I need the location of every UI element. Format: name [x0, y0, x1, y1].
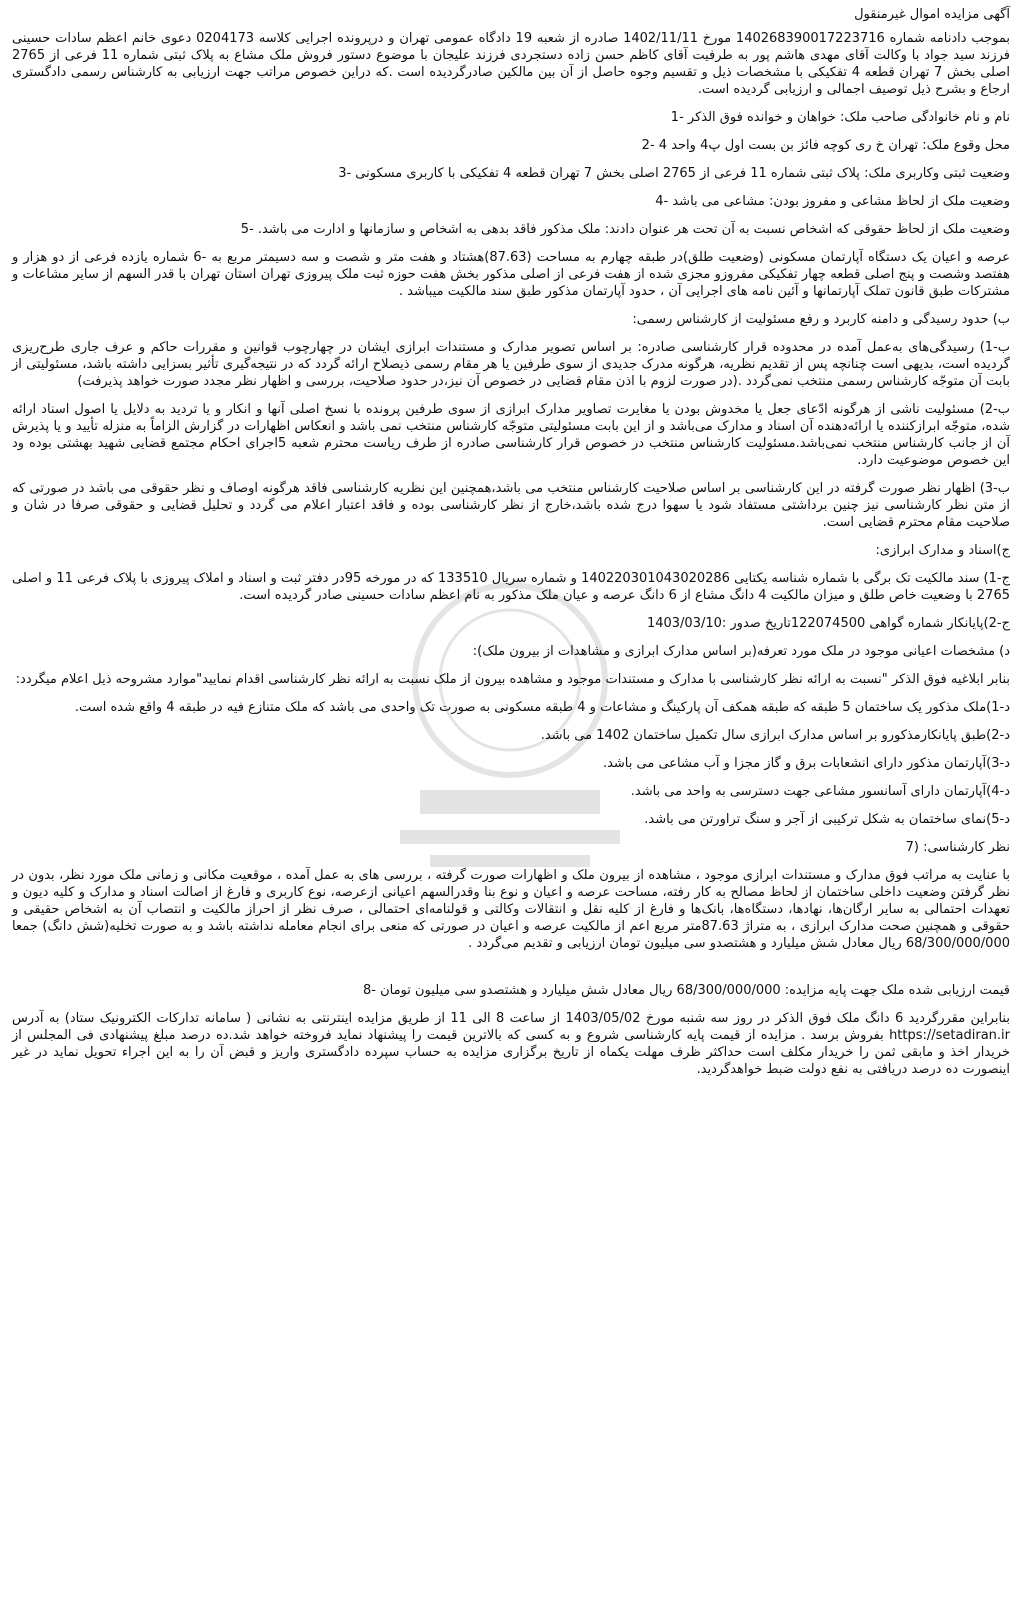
joint-ownership-item: وضعیت ملک از لحاظ مشاعی و مفروز بودن: مشاعی می باشد -4 [655, 194, 1010, 209]
section-b2-paragraph: ب-2) مسئولیت ناشی از هرگونه ادّعای جعل یا مخدوش بودن یا مغایرت تصاویر مدارک ابرازی از سوی طرفین پرونده با نسخ اصلی آنها و انکار و یا تردید به دلایل یا اصول اسناد ارائه شده، متوجّه ابرازکننده یا ارائه‌دهنده آن اسناد و مدارک می‌باشد و از این بابت مسئولیتی متوجّه کارشناس منتخب نمی باشد و انعکاس اظهارات در گزارش الزاماً به منزله تأیید و یا پذیرش آن از جانب کارشناس منتخب نمی‌باشد.مسئولیت کارشناس منتخب در خصوص قرار کارشناسی صادره از طرف ریاست محترم شعبه 5اجرای احکام مجتمع قضایی شهید بهشتی بوده ود این خصوص موضوعیت دارد. [12, 402, 1010, 468]
section-d1-paragraph: د-1)ملک مذکور یک ساختمان 5 طبقه که طبقه همکف آن پارکینگ و مشاعات و 4 طبقه مسکونی به صورت تک واحدی می باشد که ملک متنازع فیه در طبقه 4 واقع شده است. [74, 700, 1010, 715]
property-location-item: محل وقوع ملک: تهران خ ری کوچه فائز بن بست اول پ4 واحد 4 -2 [641, 138, 1010, 153]
section-d4-paragraph: د-4)آپارتمان دارای آسانسور مشاعی جهت دسترسی به واحد می باشد. [630, 784, 1010, 799]
section-b-heading: ب) حدود رسیدگی و دامنه کاربرد و رفع مسئولیت از کارشناس رسمی: [632, 312, 1010, 327]
section-d-intro: بنابر ابلاغیه فوق الذکر "نسبت به ارائه نظر کارشناسی با مدارک و مستندات موجود و مشاهده بیرون از ملک نسبت به ارائه نظر کارشناسی اقدام نمایید"موارد مشروحه ذیل اعلام میگردد: [15, 672, 1010, 687]
notice-document [12, 6, 1010, 1089]
registration-status-item: وضعیت ثبتی وکاربری ملک: پلاک ثبتی شماره 11 فرعی از 2765 اصلی بخش 7 تهران قطعه 4 تفکیکی با کاربری مسکونی -3 [338, 166, 1010, 181]
expert-opinion-heading: نظر کارشناسی: (7 [905, 840, 1010, 855]
section-d5-paragraph: د-5)نمای ساختمان به شکل ترکیبی از آجر و سنگ تراورتن می باشد. [644, 812, 1010, 827]
intro-paragraph: بموجب دادنامه شماره 140268390017223716 مورخ 1402/11/11 صادره از شعبه 19 دادگاه عمومی تهران و درپرونده اجرایی کلاسه 0204173 دعوی خانم اعظم سادات حسینی فرزند سید جواد با وکالت آقای مهدی هاشم پور به طرفیت آقای کاظم حسن زاده دستجردی فرزند علیجان با موضوع دستور فروش ملک مشاع به پلاک ثبتی شماره 11 فرعی از 2765 اصلی بخش 7 تهران قطعه 4 تفکیکی با مشخصات ذیل و تقسیم وجوه حاصل از آن بین مالکین صادرگردیده است .که دراین خصوص مراتب جهت ارزیابی به کارشناس رسمی دادگستری ارجاع و بشرح ذیل توصیف اجمالی و ارزیابی گردیده است. [12, 31, 1010, 97]
section-d2-paragraph: د-2)طبق پایانکارمذکورو بر اساس مدارک ابرازی سال تکمیل ساختمان 1402 می باشد. [540, 728, 1010, 743]
section-c1-paragraph: ج-1) سند مالکیت تک برگی با شماره شناسه یکتایی 140220301043020286 و شماره سریال 133510 که در مورخه 95در دفتر ثبت و اسناد و املاک پیروزی با پلاک فرعی 11 و اصلی 2765 با وضعیت خاص طلق و میزان مالکیت 4 دانگ مشاع از 6 دانگ عرصه و عیان ملک مذکور به نام اعظم سادات حسینی صادر گردیده است. [12, 571, 1010, 603]
section-c-heading: ج)اسناد و مدارک ابرازی: [875, 543, 1010, 558]
legal-status-item: وضعیت ملک از لحاظ حقوقی که اشخاص نسبت به آن تحت هر عنوان دادند: ملک مذکور فاقد بدهی به اشخاص و سازمانها و ادارت می باشد. -5 [240, 222, 1010, 237]
expert-opinion-paragraph: با عنایت به مراتب فوق مدارک و مستندات ابرازی موجود ، مشاهده از بیرون ملک و اظهارات صورت گرفته ، بررسی های به عمل آمده ، موقعیت مکانی و زمانی ملک مورد نظر، بدون در نظر گرفتن وضعیت داخلی ساختمان از لحاظ مصالح به کار رفته، مساحت عرصه و اعیان و نوع بنا وقدرالسهم اعیانی ازعرصه، نوع کاربری و فارغ از اصالت اسناد و مدارک و کلیه دیون و تعهدات احتمالی به سایر ارگان‌ها، نهادها، دستگاه‌ها، بانک‌ها و فارغ از کلیه نقل و انتقالات وکالتی و قولنامه‌ای احتمالی ، صرف نظر از احراز مالکیت و انتصاب آن به اشخاص حقیقی و حقوقی و همچنین صحت مدارک ابرازی ، به متراژ 87.63متر مربع اعم از مالکیت عرصه و اعیان در صورتی که منعی برای انجام معامله نداشته باشد و به صورت تخلیه(شش دانگ) جمعا 68/300/000/000 ریال معادل شش میلیارد و هشتصدو سی میلیون تومان ارزیابی و تقدیم می‌گردد . [12, 868, 1010, 951]
owner-name-item: نام و نام خانوادگی صاحب ملک: خواهان و خوانده فوق الذکر -1 [670, 110, 1010, 125]
auction-terms-paragraph: بنابراین مقررگردید 6 دانگ ملک فوق الذکر در روز سه شنبه مورخ 1403/05/02 از ساعت 8 الی 11 از طریق مزایده اینترنتی به نشانی ( سامانه تدارکات الکترونیک ستاد) به آدرس https://setadiran.ir بفروش برسد . مزایده از قیمت پایه کارشناسی شروع و به کسی که بالاترین قیمت را پیشنهاد نماید فروخته خواهد شد.ده درصد مبلغ پیشنهادی فی المجلس از خریدار اخذ و مابقی ثمن را خریدار مکلف است حداکثر ظرف مهلت یکماه از تاریخ برگزاری مزایده به حساب سپرده دادگستری واریز و قبض آن را به این اجراء تحویل نماید در غیر اینصورت ده درصد دریافتی به نفع دولت ضبط خواهدگردید. [12, 1011, 1010, 1077]
notice-title: آگهی مزایده اموال غیرمنقول [854, 7, 1010, 22]
section-d-heading: د) مشخصات اعیانی موجود در ملک مورد تعرفه(بر اساس مدارک ابرازی و مشاهدات از بیرون ملک): [472, 644, 1010, 659]
section-b3-paragraph: ب-3) اظهار نظر صورت گرفته در این کارشناسی بر اساس صلاحیت کارشناس منتخب می باشد،همچنین این نظریه کارشناسی فاقد هرگونه اوصاف و نظر حقوقی می باشد در صورتی که از متن نظر کارشناسی نیز چنین برداشتی مستفاد شود یا سهوا درج شده باشد،خارج از نظر کارشناسی بوده و فاقد اعتبار اعلام می گردد و تحلیل قضایی و حقوقی صرفا در شان و صلاحیت مقام محترم قضایی است. [12, 481, 1010, 530]
section-c2-paragraph: ج-2)پایانکار شماره گواهی 122074500تاریخ صدور :1403/03/10 [646, 616, 1010, 631]
appraised-price-line: قیمت ارزیابی شده ملک جهت پایه مزایده: 68/300/000/000 ریال معادل شش میلیارد و هشتصدو سی میلیون تومان -8 [362, 983, 1010, 998]
section-b1-paragraph: ب-1) رسیدگی‌های به‌عمل آمده در محدوده قرار کارشناسی صادره: بر اساس تصویر مدارک و مستندات ابرازی ایشان در چهارچوب قوانین و مقررات حاکم و عرف جاری طرح‌ریزی گردیده است، بدیهی است چنانچه پس از تقدیم نظریه، هرگونه مدرک جدیدی از سوی طرفین یا هر مقام رسمی ذیصلاح ارائه گردد که در نتیجه‌گیری تأثیر بسزایی داشته باشد، مسئولیتی از بابت آن متوجّه کارشناس رسمی منتخب نمی‌گردد .(در صورت لزوم با اذن مقام قضایی در خصوص آن نیز،در حدود صلاحیت، بررسی و اظهار نظر مجدد صورت خواهد پذیرفت) [12, 340, 1010, 389]
section-d3-paragraph: د-3)آپارتمان مذکور دارای انشعابات برق و گاز مجزا و آب مشاعی می باشد. [602, 756, 1010, 771]
property-description-item: عرصه و اعیان یک دستگاه آپارتمان مسکونی (وضعیت طلق)در طبقه چهارم به مساحت (87.63)هشتاد و هفت متر و شصت و سه دسیمتر مربع به -6 شماره یازده فرعی از دو هزار و هفتصد وشصت و پنج اصلی قطعه چهار تفکیکی مفروزو مجزی شده از هفت فرعی از اصلی مذکور بخش هفت حوزه ثبت ملک پیروزی تهران استان تهران با قدر السهم از سایر مشاعات و مشترکات طبق قانون تملک آپارتمانها و آئین نامه های اجرایی آن ، حدود آپارتمان مذکور طبق سند مالکیت میباشد . [12, 250, 1010, 299]
